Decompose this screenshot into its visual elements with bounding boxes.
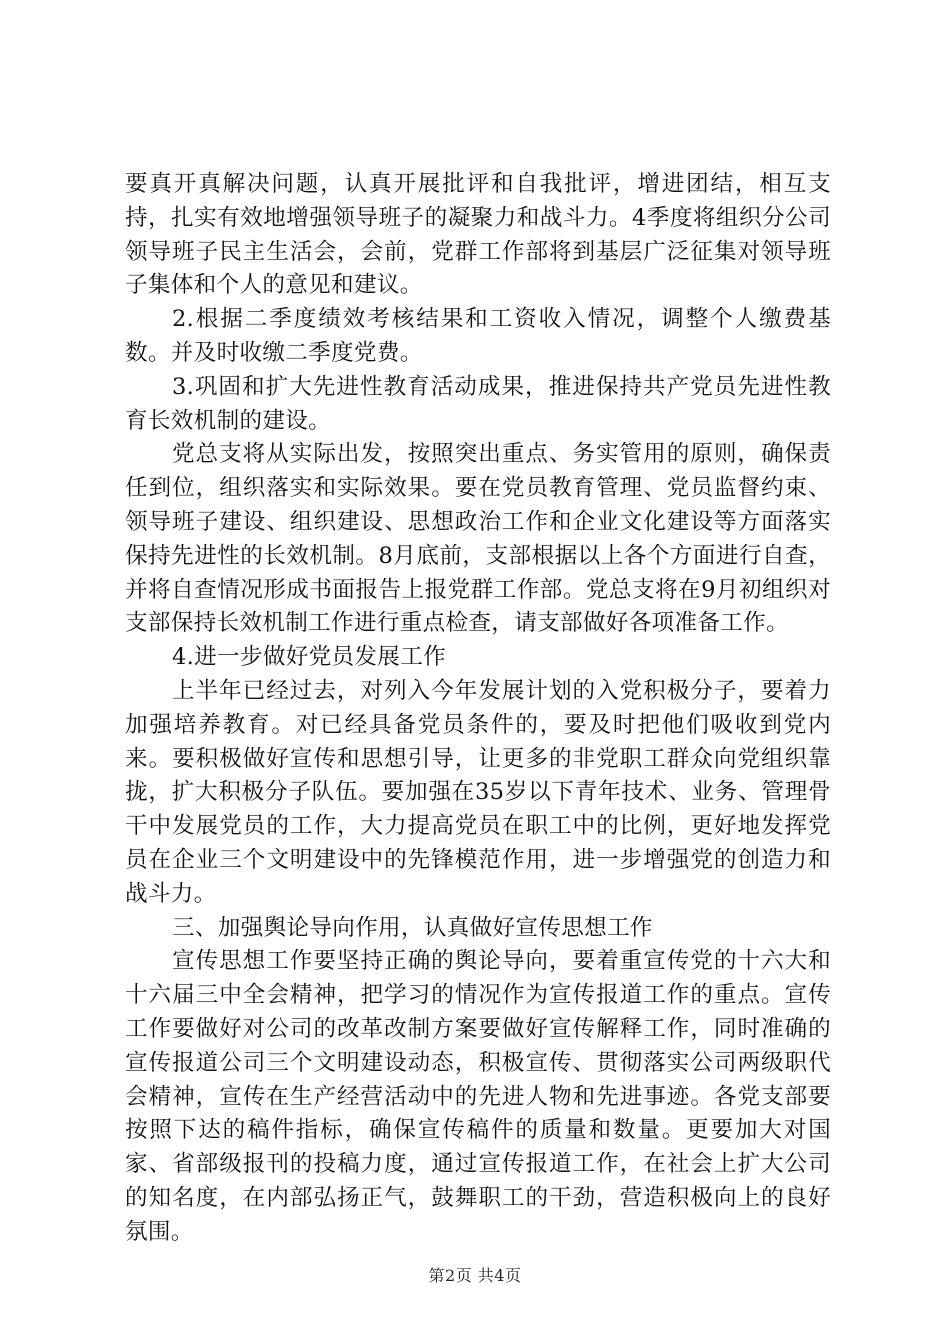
paragraph-item-4-detail: 上半年已经过去，对列入今年发展计划的入党积极分子，要着力加强培养教育。对已经具备党员条件的，要及时把他们吸收到党内来。要积极做好宣传和思想引导，让更多的非党职工群众向党组织靠拢，扩大积极分子队伍。要加强在35岁以下青年技术、业务、管理骨干中发展党员的工作，大力提高党员在职工中的比例，更好地发挥党员在企业三个文明建设中的先锋模范作用，进一步增强党的创造力和战斗力。: [125, 677, 831, 907]
paragraph-item-2: 2.根据二季度绩效考核结果和工资收入情况，调整个人缴费基数。并及时收缴二季度党费。: [125, 306, 831, 366]
paragraph-item-3-detail: 党总支将从实际出发，按照突出重点、务实管用的原则，确保责任到位，组织落实和实际效果。要在党员教育管理、党员监督约束、领导班子建设、组织建设、思想政治工作和企业文化建设等方面落实保持先进性的长效机制。8月底前，支部根据以上各个方面进行自查，并将自查情况形成书面报告上报党群工作部。党总支将在9月初组织对支部保持长效机制工作进行重点检查，请支部做好各项准备工作。: [125, 441, 831, 637]
paragraph-item-4-heading: 4.进一步做好党员发展工作: [172, 644, 446, 671]
page-footer: 第2页 共4页: [428, 1266, 522, 1285]
document-body: [125, 168, 831, 1250]
paragraph-item-3: 3.巩固和扩大先进性教育活动成果，推进保持共产党员先进性教育长效机制的建设。: [125, 373, 831, 434]
section-heading-3: 三、加强舆论导向作用，认真做好宣传思想工作: [172, 914, 653, 941]
paragraph-section-3-detail: 宣传思想工作要坚持正确的舆论导向，要着重宣传党的十六大和十六届三中全会精神，把学习的情况作为宣传报道工作的重点。宣传工作要做好对公司的改革改制方案要做好宣传解释工作，同时准确的宣传报道公司三个文明建设动态，积极宣传、贯彻落实公司两级职代会精神，宣传在生产经营活动中的先进人物和先进事迹。各党支部要按照下达的稿件指标，确保宣传稿件的质量和数量。更要加大对国家、省部级报刊的投稿力度，通过宣传报道工作，在社会上扩大公司的知名度，在内部弘扬正气，鼓舞职工的干劲，营造积极向上的良好氛围。: [125, 948, 831, 1245]
paragraph-continuation: 要真开真解决问题，认真开展批评和自我批评，增进团结，相互支持，扎实有效地增强领导班子的凝聚力和战斗力。4季度将组织分公司领导班子民主生活会，会前，党群工作部将到基层广泛征集对领导班子集体和个人的意见和建议。: [125, 171, 831, 299]
